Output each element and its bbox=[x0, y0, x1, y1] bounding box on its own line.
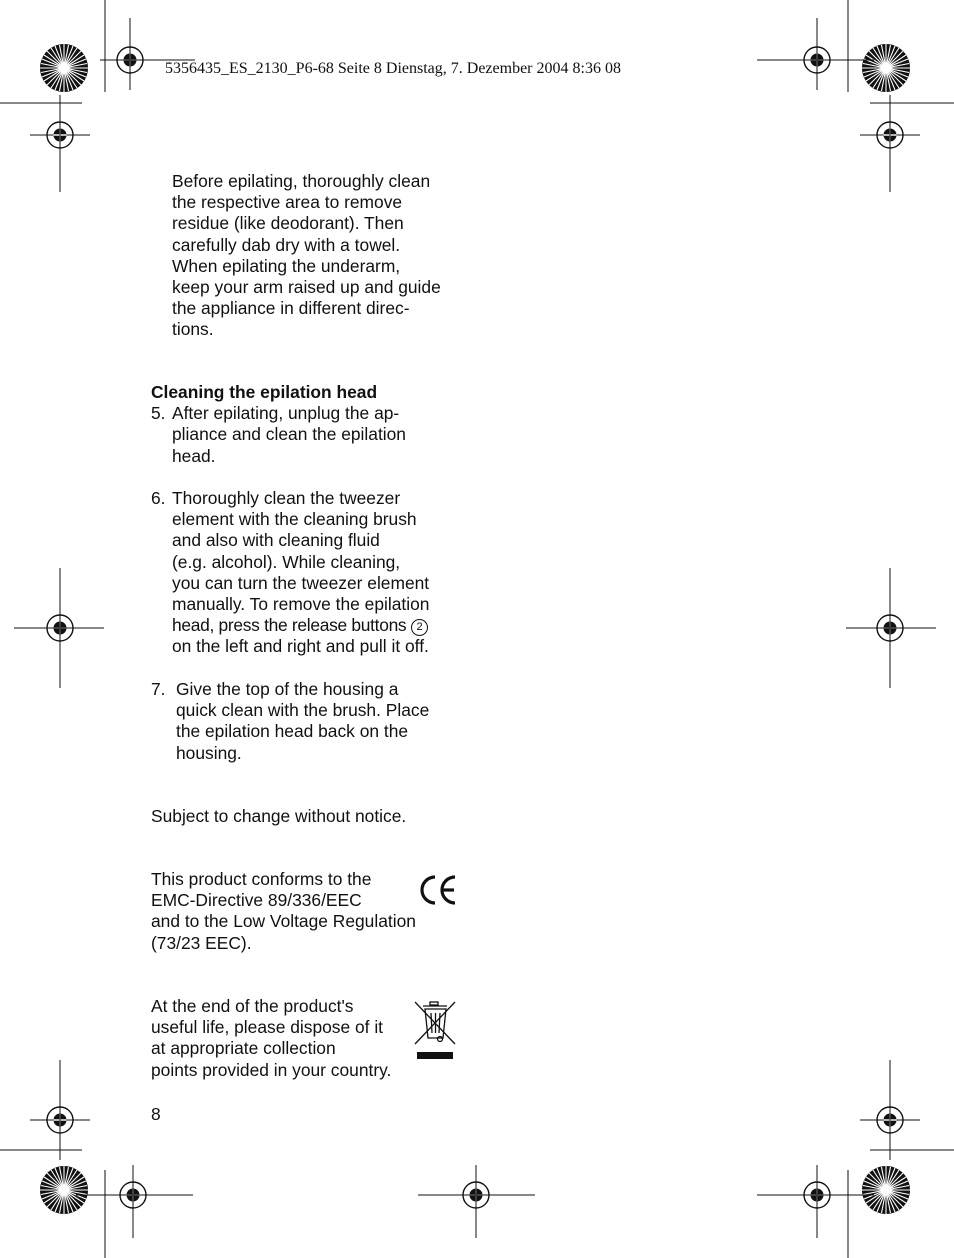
text-line: keep your arm raised up and guide bbox=[172, 277, 441, 298]
step-7 bbox=[151, 679, 471, 764]
text-line: Before epilating, thoroughly clean bbox=[172, 171, 431, 191]
section-heading: Cleaning the epilation head bbox=[151, 382, 378, 402]
ce-mark-icon bbox=[418, 873, 460, 907]
page-number: 8 bbox=[151, 1104, 161, 1124]
text-line: at appropriate collection bbox=[151, 1038, 336, 1059]
text-line: Give the top of the housing a bbox=[176, 679, 399, 699]
text-line: After epilating, unplug the ap- bbox=[172, 403, 400, 424]
text-line: tions. bbox=[172, 319, 214, 340]
text-line: points provided in your country. bbox=[151, 1059, 392, 1080]
print-slug: 5356435_ES_2130_P6-68 Seite 8 Dienstag, 7. Dezember 2004 8:36 08 bbox=[165, 60, 621, 77]
intro-paragraph bbox=[151, 171, 471, 341]
text-line: on the left and right and pull it off. bbox=[172, 636, 429, 657]
text-line: (73/23 EEC). bbox=[151, 932, 252, 953]
text-line: manually. To remove the epilation bbox=[172, 594, 430, 615]
text-line: head. bbox=[172, 445, 216, 466]
text-line: you can turn the tweezer element bbox=[172, 572, 430, 593]
crossed-out-wheelie-bin-icon bbox=[413, 1000, 459, 1062]
text-line: quick clean with the brush. Place bbox=[176, 700, 430, 721]
text-line: EMC-Directive 89/336/EEC bbox=[151, 890, 362, 911]
text-line: and to the Low Voltage Regulation bbox=[151, 911, 416, 932]
text-line: pliance and clean the epilation bbox=[172, 424, 406, 445]
text-line: useful life, please dispose of it bbox=[151, 1017, 384, 1038]
text-line: housing. bbox=[176, 742, 242, 763]
step-number: 6. bbox=[151, 488, 166, 508]
text-line: residue (like deodorant). Then bbox=[172, 213, 404, 234]
step-6 bbox=[151, 488, 471, 658]
text-line: (e.g. alcohol). While cleaning, bbox=[172, 551, 401, 572]
text-line: At the end of the product's bbox=[151, 996, 354, 1016]
step-number: 7. bbox=[151, 679, 166, 699]
text-line: Thoroughly clean the tweezer bbox=[172, 488, 401, 508]
text-line: the appliance in different direc- bbox=[172, 298, 410, 319]
text-line: This product conforms to the bbox=[151, 869, 372, 889]
step-5 bbox=[151, 403, 471, 467]
step-number: 5. bbox=[151, 403, 166, 424]
cleaning-section bbox=[151, 382, 471, 467]
text-line: carefully dab dry with a towel. bbox=[172, 234, 401, 255]
text-line: and also with cleaning fluid bbox=[172, 530, 380, 551]
text-line: the epilation head back on the bbox=[176, 721, 409, 742]
change-notice: Subject to change without notice. bbox=[151, 806, 407, 826]
text-line: the respective area to remove bbox=[172, 192, 403, 213]
text-line: head, press the release buttons bbox=[172, 615, 407, 636]
figure-ref-badge: 2 bbox=[411, 619, 428, 636]
text-line: element with the cleaning brush bbox=[172, 509, 417, 530]
text-line: When epilating the underarm, bbox=[172, 255, 401, 276]
